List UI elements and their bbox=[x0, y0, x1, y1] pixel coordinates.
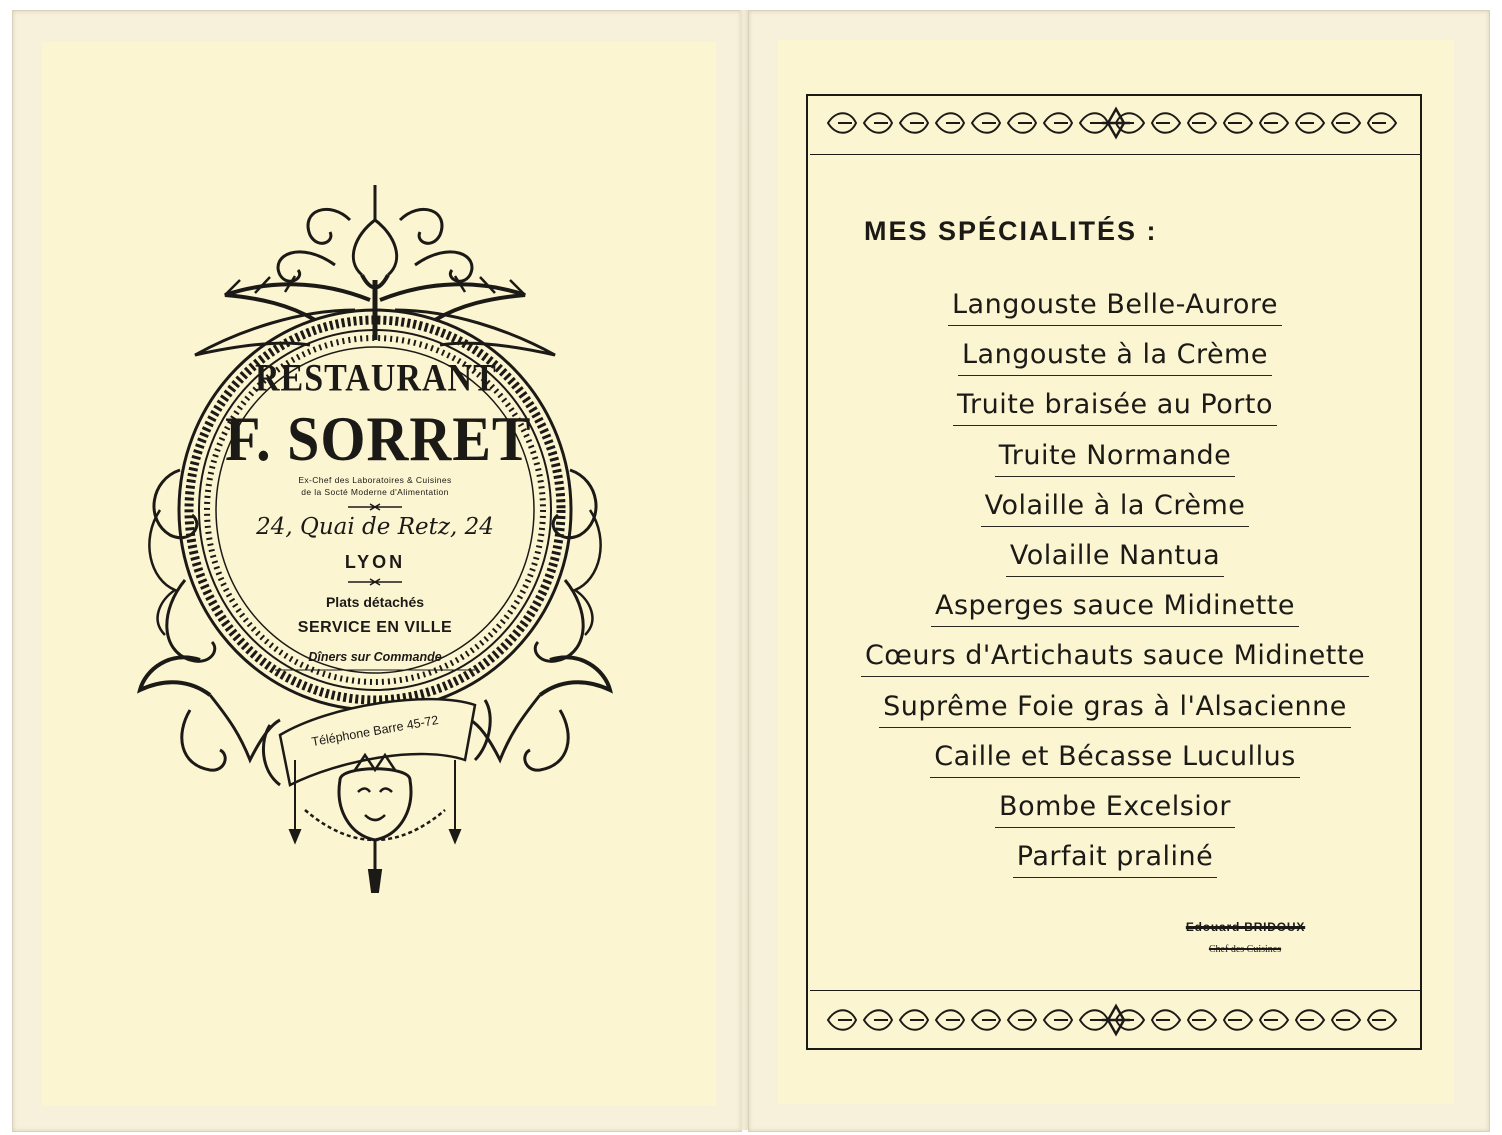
specialty-label: Cœurs d'Artichauts sauce Midinette bbox=[861, 637, 1369, 677]
specialty-label: Volaille Nantua bbox=[1006, 537, 1224, 577]
former-role-line-2: de la Socté Moderne d'Alimentation bbox=[301, 487, 449, 497]
restaurant-name: F. SORRET bbox=[225, 402, 532, 475]
specialty-label: Volaille à la Crème bbox=[981, 487, 1250, 527]
specialty-label: Langouste à la Crème bbox=[958, 336, 1272, 376]
specialty-label: Asperges sauce Midinette bbox=[931, 587, 1299, 627]
laurel-border-icon bbox=[826, 1003, 1406, 1037]
specialty-label: Bombe Excelsior bbox=[995, 788, 1235, 828]
former-role bbox=[240, 474, 510, 498]
specialty-label: Langouste Belle-Aurore bbox=[948, 286, 1282, 326]
list-item bbox=[840, 688, 1390, 738]
telephone: Téléphone Barre 45-72 bbox=[310, 712, 440, 750]
specialties-heading: MES SPÉCIALITÉS : bbox=[864, 216, 1158, 246]
list-item bbox=[840, 437, 1390, 487]
city: LYON bbox=[344, 552, 406, 572]
service-en-ville: SERVICE EN VILLE bbox=[297, 619, 453, 636]
service-plats: Plats détachés bbox=[325, 594, 425, 610]
service-diners: Dîners sur Commande bbox=[308, 650, 442, 664]
list-item bbox=[840, 336, 1390, 386]
address: 24, Quai de Retz, 24 bbox=[256, 514, 494, 540]
card-fold bbox=[740, 10, 748, 1130]
bottom-rule bbox=[810, 990, 1420, 991]
list-item bbox=[840, 537, 1390, 587]
specialty-label: Suprême Foie gras à l'Alsacienne bbox=[879, 688, 1351, 728]
list-item bbox=[840, 587, 1390, 637]
laurel-border-icon bbox=[826, 106, 1406, 140]
list-item bbox=[840, 788, 1390, 838]
list-item bbox=[840, 637, 1390, 687]
ornate-cartouche-icon bbox=[130, 180, 630, 900]
specialty-label: Truite braisée au Porto bbox=[953, 386, 1277, 426]
signature-title: Chef des Cuisines bbox=[1208, 944, 1282, 955]
list-item bbox=[840, 286, 1390, 336]
restaurant-heading: RESTAURANT bbox=[255, 357, 497, 400]
list-item bbox=[840, 386, 1390, 436]
list-item bbox=[840, 838, 1390, 888]
former-role-line-1: Ex-Chef des Laboratoires & Cuisines bbox=[298, 475, 452, 485]
list-item bbox=[840, 738, 1390, 788]
specialties-list bbox=[840, 286, 1390, 888]
top-rule bbox=[810, 154, 1420, 155]
specialty-label: Parfait praliné bbox=[1013, 838, 1217, 878]
specialty-label: Caille et Bécasse Lucullus bbox=[930, 738, 1300, 778]
list-item bbox=[840, 487, 1390, 537]
signature-name: Edouard BRIDOUX bbox=[1185, 920, 1306, 934]
specialty-label: Truite Normande bbox=[995, 437, 1236, 477]
